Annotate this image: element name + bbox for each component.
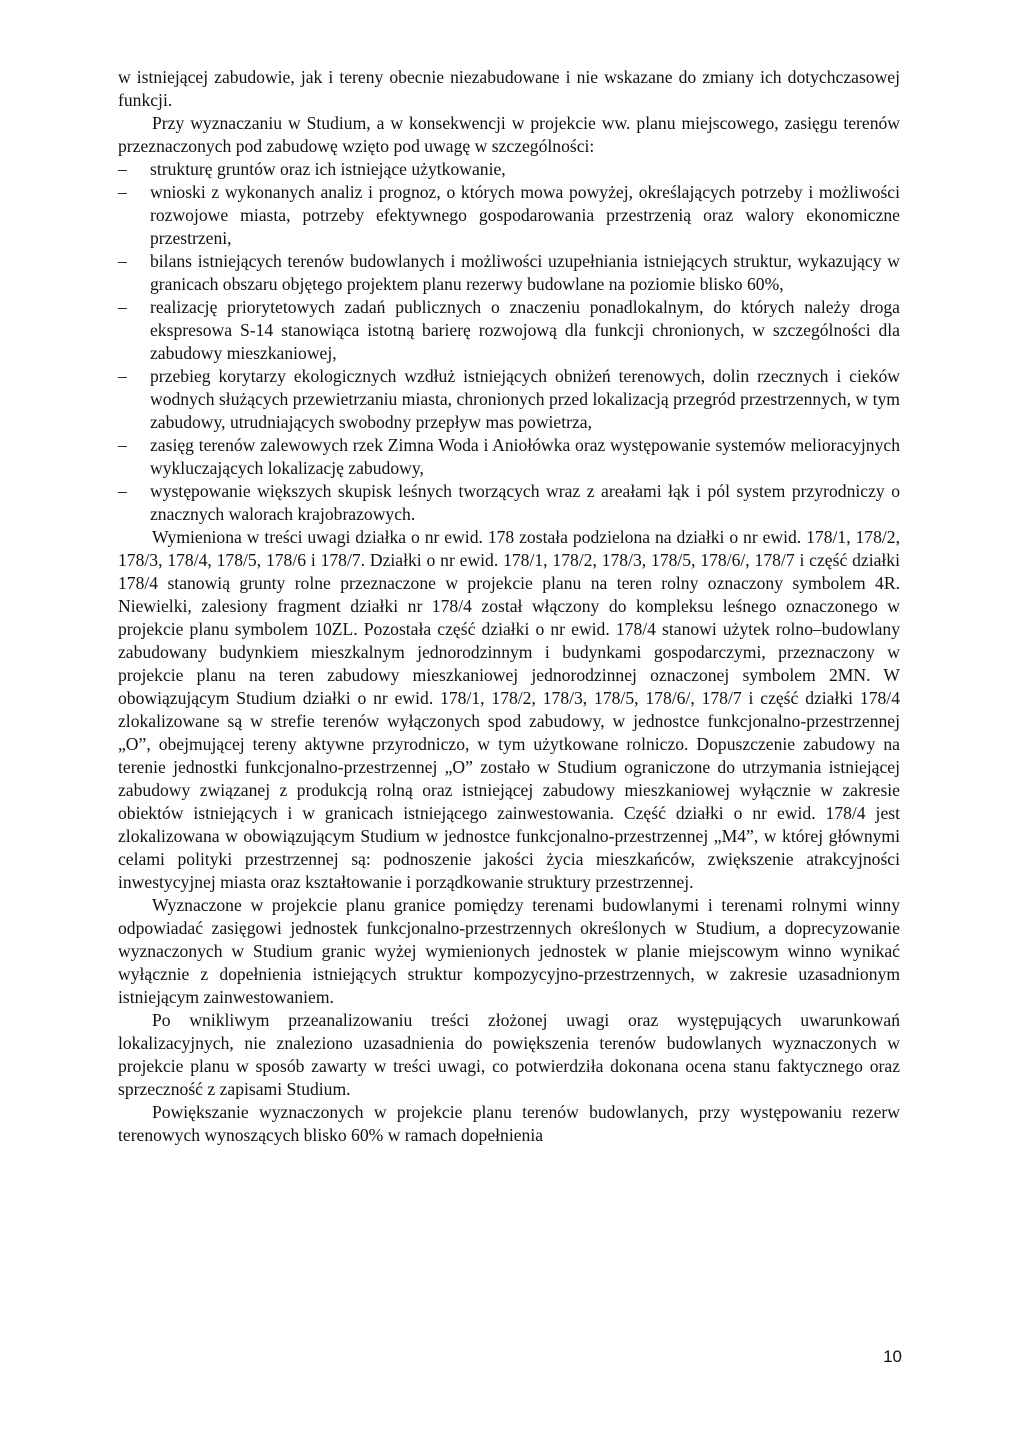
paragraph-intro: Przy wyznaczaniu w Studium, a w konsekwencji w projekcie ww. planu miejscowego, zasięgu terenów przeznaczonych pod zabudowę wzięto pod uwagę w szczególności: <box>118 113 900 156</box>
paragraph-parcel-description: Wymieniona w treści uwagi działka o nr ewid. 178 została podzielona na działki o nr ewid. 178/1, 178/2, 178/3, 178/4, 178/5, 178/6 i 178/7. Działki o nr ewid. 178/1, 178/2, 178/3, 178/5, 178/6/, 178/7 i część działki 178/4 stanowią grunty rolne przeznaczone w projekcie planu na teren rolny oznaczony symbolem 4R. Niewielki, zalesiony fragment działki nr 178/4 został włączony do kompleksu leśnego oznaczonego w projekcie planu symbolem 10ZL. Pozostała część działki o nr ewid. 178/4 stanowi użytek rolno–budowlany zabudowany budynkiem mieszkalnym jednorodzinnym i budynkami gospodarczymi, przeznaczony w projekcie planu na teren zabudowy mieszkaniowej jednorodzinnej oznaczonej symbolem 2MN. W obowiązującym Studium działki o nr ewid. 178/1, 178/2, 178/3, 178/5, 178/6/, 178/7 i część działki 178/4 zlokalizowane są w strefie terenów wyłączonych spod zabudowy, w jednostce funkcjonalno-przestrzennej „O”, obejmującej tereny aktywne przyrodniczo, w tym użytkowane rolniczo. Dopuszczenie zabudowy na terenie jednostki funkcjonalno-przestrzennej „O” zostało w Studium ograniczone do utrzymania istniejącej zabudowy związanej z produkcją rolną oraz istniejącej zabudowy mieszkaniowej wyłącznie w zakresie obiektów istniejących i w granicach istniejącego zainwestowania. Część działki o nr ewid. 178/4 jest zlokalizowana w obowiązującym Studium w jednostce funkcjonalno-przestrzennej „M4”, w której głównymi celami polityki przestrzennej są: podnoszenie jakości życia mieszkańców, zwiększenie atrakcyjności inwestycyjnej miasta oraz kształtowanie i porządkowanie struktury przestrzennej. <box>118 527 900 892</box>
paragraph-boundaries: Wyznaczone w projekcie planu granice pomiędzy terenami budowlanymi i terenami rolnymi winny odpowiadać zasięgowi jednostek funkcjonalno-przestrzennych określonych w Studium, a doprecyzowanie wyznaczonych w Studium granic wyżej wymienionych jednostek w planie miejscowym winno wynikać wyłącznie z dopełnienia istniejących struktur kompozycyjno-przestrzennych, w zakresie uzasadnionym istniejącym zainwestowaniem. <box>118 895 900 1007</box>
paragraph-reserves: Powiększanie wyznaczonych w projekcie planu terenów budowlanych, przy występowaniu rezerw terenowych wynoszących blisko 60% w ramach dopełnienia <box>118 1102 900 1145</box>
paragraph-conclusion: Po wnikliwym przeanalizowaniu treści złożonej uwagi oraz występujących uwarunkowań lokalizacyjnych, nie znaleziono uzasadnienia do powiększenia terenów budowlanych wyznaczonych w projekcie planu w sposób zawarty w treści uwagi, co potwierdziła dokonana ocena stanu faktycznego oraz sprzeczność z zapisami Studium. <box>118 1010 900 1099</box>
page-number: 10 <box>883 1347 902 1366</box>
list-item: – realizację priorytetowych zadań publicznych o znaczeniu ponadlokalnym, do których należy droga ekspresowa S-14 stanowiąca istotną barierę rozwojową dla funkcji chronionych, w szczególności dla zabudowy mieszkaniowej, <box>118 296 900 365</box>
list-item: – zasięg terenów zalewowych rzek Zimna Woda i Aniołówka oraz występowanie systemów melioracyjnych wykluczających lokalizację zabudowy, <box>118 434 900 480</box>
list-item: – strukturę gruntów oraz ich istniejące użytkowanie, <box>118 158 900 181</box>
document-body <box>118 66 900 1147</box>
list-item: – występowanie większych skupisk leśnych tworzących wraz z areałami łąk i pól system przyrodniczy o znacznych walorach krajobrazowych. <box>118 480 900 526</box>
list-item: – przebieg korytarzy ekologicznych wzdłuż istniejących obniżeń terenowych, dolin rzecznych i cieków wodnych służących przewietrzaniu miasta, chronionych przed lokalizacją przegród przestrzennych, w tym zabudowy, utrudniających swobodny przepływ mas powietrza, <box>118 365 900 434</box>
list-item: – bilans istniejących terenów budowlanych i możliwości uzupełniania istniejących struktur, wykazujący w granicach obszaru objętego projektem planu rezerwy budowlane na poziomie blisko 60%, <box>118 250 900 296</box>
list-item: – wnioski z wykonanych analiz i prognoz, o których mowa powyżej, określających potrzeby i możliwości rozwojowe miasta, potrzeby efektywnego gospodarowania przestrzenią oraz walory ekonomiczne przestrzeni, <box>118 181 900 250</box>
criteria-list <box>118 158 900 526</box>
paragraph-continuation: w istniejącej zabudowie, jak i tereny obecnie niezabudowane i nie wskazane do zmiany ich dotychczasowej funkcji. <box>118 67 900 110</box>
